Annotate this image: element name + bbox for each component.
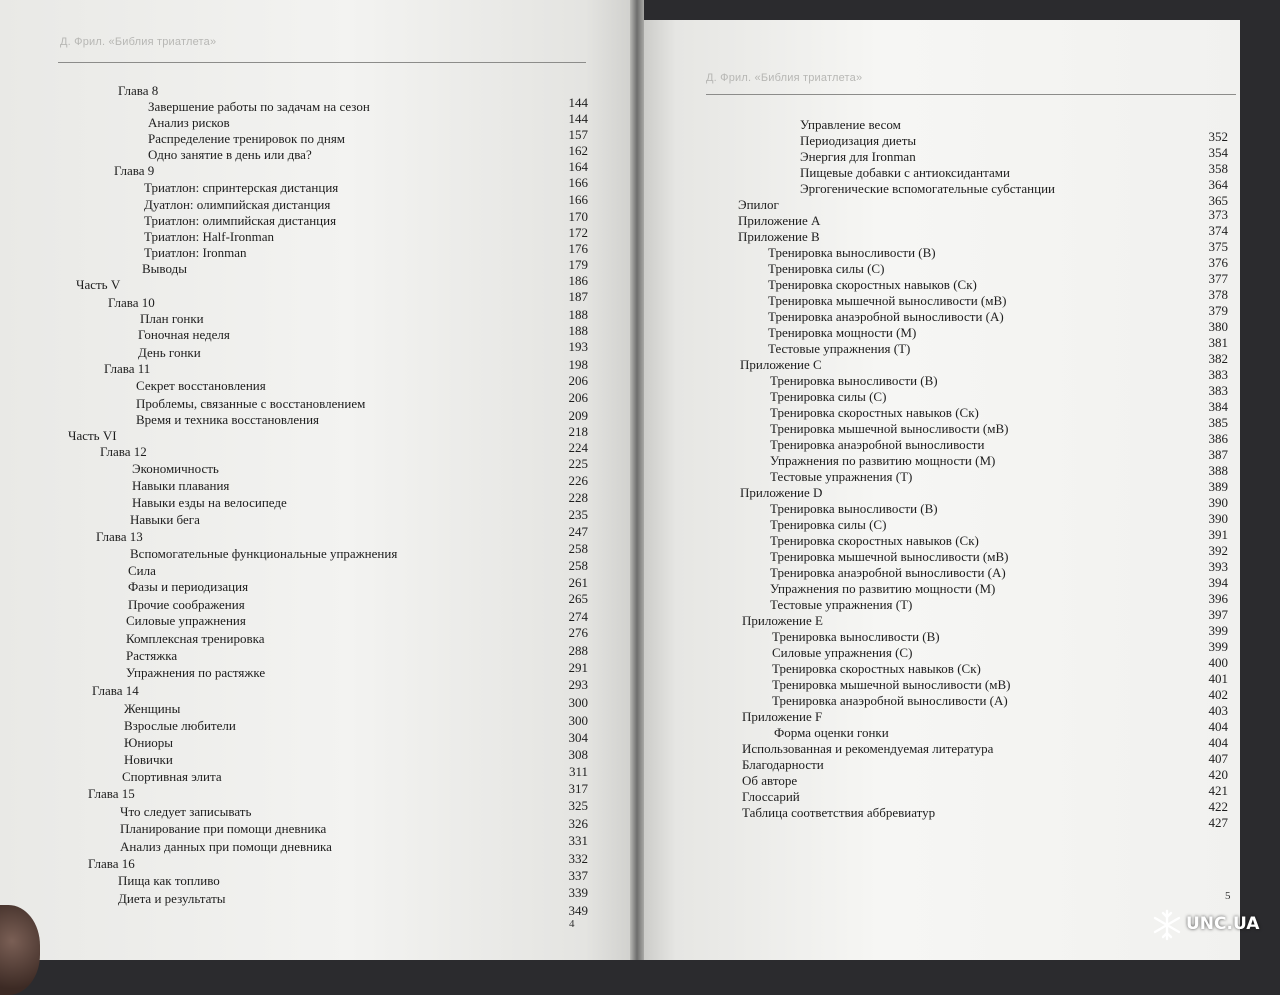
toc-entry-title: Тренировка мощности (М) <box>768 325 917 340</box>
toc-entry-page: 385 <box>1208 415 1228 430</box>
toc-entry-title: Выводы <box>142 261 187 276</box>
toc-entry-title: Распределение тренировок по дням <box>148 131 346 146</box>
toc-entry-title: Упражнения по растяжке <box>126 665 266 680</box>
toc-entry-title: Часть VI <box>68 428 117 443</box>
toc-entry-page: 293 <box>568 677 588 692</box>
toc-entry-page: 176 <box>568 241 588 256</box>
toc-entry-page: 206 <box>568 373 588 388</box>
toc-entry-page: 144 <box>568 95 588 110</box>
toc-entry-title: Тренировка скоростных навыков (Ск) <box>768 277 977 292</box>
toc-entry-title: Тренировка анаэробной выносливости (А) <box>772 693 1008 708</box>
toc-entry-page: 317 <box>568 781 588 796</box>
toc-entry-title: Упражнения по развитию мощности (М) <box>770 453 996 468</box>
toc-entry-page: 392 <box>1208 543 1228 558</box>
toc-entry-page: 399 <box>1208 623 1228 638</box>
watermark-text: UNC.UA <box>1186 914 1260 934</box>
toc-entry-title: Приложение D <box>740 485 823 500</box>
toc-entry-title: Триатлон: Half-Ironman <box>144 229 274 244</box>
toc-entry-page: 349 <box>568 903 588 918</box>
toc-entry-page: 375 <box>1208 239 1228 254</box>
toc-entry-title: Эргогенические вспомогательные субстанции <box>800 181 1055 196</box>
toc-entry-title: Глава 14 <box>92 683 139 698</box>
toc-entry-page: 399 <box>1208 639 1228 654</box>
toc-entry-title: Тренировка мышечной выносливости (мВ) <box>772 677 1011 692</box>
toc-entry-page: 265 <box>568 591 588 606</box>
toc-entry-title: Что следует записывать <box>120 804 252 819</box>
toc-entry-title: Тестовые упражнения (Т) <box>770 469 913 484</box>
toc-entry-page: 188 <box>568 323 588 338</box>
toc-entry-page: 235 <box>568 507 588 522</box>
toc-entry-page: 170 <box>568 209 588 224</box>
toc-entry-page: 391 <box>1208 527 1228 542</box>
toc-entry-page: 402 <box>1208 687 1228 702</box>
toc-entry-title: Глава 15 <box>88 786 135 801</box>
toc-entry-page: 188 <box>568 307 588 322</box>
toc-entry-page: 326 <box>568 816 588 831</box>
toc-entry-page: 404 <box>1208 735 1228 750</box>
toc-entry-page: 166 <box>568 175 588 190</box>
toc-entry-page: 187 <box>568 289 588 304</box>
toc-entry-page: 224 <box>568 440 588 455</box>
toc-entry-title: Упражнения по развитию мощности (М) <box>770 581 996 596</box>
toc-entry-page: 276 <box>568 625 588 640</box>
toc-entry-page: 144 <box>568 111 588 126</box>
page-number: 5 <box>1225 890 1231 902</box>
toc-entry-title: Глава 13 <box>96 529 143 544</box>
toc-entry-page: 373 <box>1208 207 1228 222</box>
toc-entry-page: 374 <box>1208 223 1228 238</box>
toc-entry-title: Завершение работы по задачам на сезон <box>148 99 370 114</box>
toc-entry-page: 311 <box>568 764 588 779</box>
toc-entry-page: 274 <box>568 609 588 624</box>
toc-entry-page: 365 <box>1208 193 1228 208</box>
toc-entry-page: 193 <box>568 339 588 354</box>
toc-entry-page: 258 <box>568 541 588 556</box>
toc-entry-page: 206 <box>568 390 588 405</box>
toc-entry-title: Управление весом <box>800 117 901 132</box>
toc-entry-title: Приложение B <box>738 229 820 244</box>
toc-entry-title: Эпилог <box>738 197 779 212</box>
toc-entry-title: Фазы и периодизация <box>128 579 249 594</box>
toc-entry-page: 218 <box>568 424 588 439</box>
toc-entry-title: Навыки езды на велосипеде <box>132 495 287 510</box>
toc-entry-title: Тренировка анаэробной выносливости (А) <box>770 565 1006 580</box>
toc-entry-title: Тренировка выносливости (В) <box>770 501 938 516</box>
toc-entry-title: Использованная и рекомендуемая литература <box>742 741 994 756</box>
book-spine-gutter <box>630 0 644 960</box>
toc-entry-title: Пища как топливо <box>118 873 220 888</box>
toc-entry-title: Тренировка скоростных навыков (Ск) <box>770 533 979 548</box>
toc-entry-page: 337 <box>568 868 588 883</box>
toc-entry-title: Юниоры <box>124 735 174 750</box>
toc-entry-page: 387 <box>1208 447 1228 462</box>
toc-entry-title: Триатлон: олимпийская дистанция <box>144 213 337 228</box>
toc-entry-title: Экономичность <box>132 461 219 476</box>
toc-entry-title: Тестовые упражнения (Т) <box>770 597 913 612</box>
running-head: Д. Фрил. «Библия триатлета» <box>706 72 863 84</box>
toc-entry-title: Таблица соответствия аббревиатур <box>742 805 936 820</box>
toc-entry-page: 422 <box>1208 799 1228 814</box>
toc-entry-page: 381 <box>1208 335 1228 350</box>
toc-entry-page: 421 <box>1208 783 1228 798</box>
toc-entry-title: Гоночная неделя <box>138 327 230 342</box>
toc-entry-page: 300 <box>568 713 588 728</box>
toc-entry-page: 380 <box>1208 319 1228 334</box>
toc-entry-page: 186 <box>568 273 588 288</box>
toc-entry-page: 258 <box>568 558 588 573</box>
toc-entry-title: Силовые упражнения (С) <box>772 645 913 660</box>
toc-entry-page: 157 <box>568 127 588 142</box>
toc-entry-title: Триатлон: Ironman <box>144 245 247 260</box>
toc-entry-title: Тренировка анаэробной выносливости (А) <box>768 309 1004 324</box>
running-head: Д. Фрил. «Библия триатлета» <box>60 36 217 48</box>
page-number: 4 <box>569 918 575 930</box>
toc-entry-title: Глава 12 <box>100 444 147 459</box>
toc-entry-title: Глава 10 <box>108 295 155 310</box>
toc-entry-title: Тренировка скоростных навыков (Ск) <box>770 405 979 420</box>
toc-entry-page: 358 <box>1208 161 1228 176</box>
toc-entry-page: 376 <box>1208 255 1228 270</box>
toc-entry-page: 420 <box>1208 767 1228 782</box>
toc-entry-page: 179 <box>568 257 588 272</box>
toc-entry-title: Вспомогательные функциональные упражнения <box>130 546 398 561</box>
toc-entry-page: 332 <box>568 851 588 866</box>
toc-entry-page: 304 <box>568 730 588 745</box>
toc-entry-page: 166 <box>568 192 588 207</box>
toc-entry-page: 291 <box>568 660 588 675</box>
toc-entry-page: 209 <box>568 408 588 423</box>
toc-entry-title: Приложение A <box>738 213 821 228</box>
toc-entry-page: 288 <box>568 643 588 658</box>
toc-entry-title: Часть V <box>76 277 121 292</box>
toc-entry-title: Периодизация диеты <box>800 133 917 148</box>
toc-entry-page: 384 <box>1208 399 1228 414</box>
toc-entry-title: Тренировка силы (С) <box>768 261 885 276</box>
toc-entry-title: Тренировка мышечной выносливости (мВ) <box>768 293 1007 308</box>
toc-entry-page: 325 <box>568 798 588 813</box>
toc-entry-title: Глава 11 <box>104 361 151 376</box>
toc-entry-title: Приложение F <box>742 709 823 724</box>
toc-entry-page: 386 <box>1208 431 1228 446</box>
toc-entry-title: Тренировка выносливости (В) <box>768 245 936 260</box>
toc-entry-title: План гонки <box>140 311 204 326</box>
toc-entry-page: 403 <box>1208 703 1228 718</box>
toc-entry-title: Тренировка выносливости (В) <box>770 373 938 388</box>
toc-entry-title: Растяжка <box>126 648 178 663</box>
toc-entry-title: Навыки плавания <box>132 478 230 493</box>
toc-entry-title: Проблемы, связанные с восстановлением <box>136 396 366 411</box>
toc-entry-page: 364 <box>1208 177 1228 192</box>
header-rule <box>58 62 586 63</box>
toc-entry-page: 427 <box>1208 815 1228 830</box>
toc-entry-page: 394 <box>1208 575 1228 590</box>
snowflake-icon <box>1150 908 1184 942</box>
toc-entry-title: Комплексная тренировка <box>126 631 265 646</box>
toc-entry-page: 308 <box>568 747 588 762</box>
toc-entry-page: 379 <box>1208 303 1228 318</box>
toc-entry-title: Тренировка выносливости (В) <box>772 629 940 644</box>
toc-entry-title: Тренировка мышечной выносливости (мВ) <box>770 549 1009 564</box>
toc-entry-title: Об авторе <box>742 773 798 788</box>
toc-entry-page: 397 <box>1208 607 1228 622</box>
toc-entry-page: 390 <box>1208 495 1228 510</box>
toc-entry-page: 388 <box>1208 463 1228 478</box>
toc-entry-page: 354 <box>1208 145 1228 160</box>
toc-entry-title: Глоссарий <box>742 789 800 804</box>
toc-entry-page: 225 <box>568 456 588 471</box>
toc-entry-title: Форма оценки гонки <box>774 725 889 740</box>
toc-entry-title: Навыки бега <box>130 512 200 527</box>
toc-entry-title: Новички <box>124 752 173 767</box>
toc-entry-title: День гонки <box>138 345 201 360</box>
toc-entry-page: 404 <box>1208 719 1228 734</box>
toc-entry-title: Дуатлон: олимпийская дистанция <box>144 197 331 212</box>
toc-entry-title: Тестовые упражнения (Т) <box>768 341 911 356</box>
toc-entry-title: Анализ рисков <box>148 115 230 130</box>
toc-entry-page: 401 <box>1208 671 1228 686</box>
toc-entry-page: 390 <box>1208 511 1228 526</box>
toc-entry-title: Приложение C <box>740 357 822 372</box>
toc-entry-title: Тренировка скоростных навыков (Ск) <box>772 661 981 676</box>
toc-entry-title: Приложение E <box>742 613 823 628</box>
toc-entry-title: Сила <box>128 563 156 578</box>
toc-entry-title: Благодарности <box>742 757 824 772</box>
toc-entry-title: Прочие соображения <box>128 597 245 612</box>
toc-entry-title: Секрет восстановления <box>136 378 266 393</box>
toc-entry-title: Время и техника восстановления <box>136 412 320 427</box>
toc-entry-title: Триатлон: спринтерская дистанция <box>144 180 339 195</box>
toc-entry-page: 198 <box>568 357 588 372</box>
toc-entry-title: Глава 16 <box>88 856 135 871</box>
toc-entry-page: 382 <box>1208 351 1228 366</box>
toc-entry-page: 172 <box>568 225 588 240</box>
toc-entry-page: 247 <box>568 524 588 539</box>
toc-entry-title: Глава 9 <box>114 163 155 178</box>
toc-entry-title: Тренировка мышечной выносливости (мВ) <box>770 421 1009 436</box>
toc-entry-page: 261 <box>568 575 588 590</box>
toc-entry-title: Одно занятие в день или два? <box>148 147 312 162</box>
toc-entry-title: Пищевые добавки с антиоксидантами <box>800 165 1010 180</box>
toc-entry-title: Планирование при помощи дневника <box>120 821 327 836</box>
toc-entry-page: 377 <box>1208 271 1228 286</box>
toc-entry-title: Спортивная элита <box>122 769 222 784</box>
toc-entry-title: Глава 8 <box>118 83 159 98</box>
toc-entry-title: Женщины <box>124 701 181 716</box>
watermark <box>1146 906 1276 946</box>
toc-entry-page: 300 <box>568 695 588 710</box>
toc-entry-title: Тренировка силы (С) <box>770 389 887 404</box>
toc-entry-title: Энергия для Ironman <box>800 149 916 164</box>
toc-entry-title: Диета и результаты <box>118 891 226 906</box>
toc-entry-page: 226 <box>568 473 588 488</box>
toc-entry-title: Взрослые любители <box>124 718 236 733</box>
toc-entry-page: 400 <box>1208 655 1228 670</box>
toc-entry-page: 383 <box>1208 367 1228 382</box>
toc-entry-page: 407 <box>1208 751 1228 766</box>
toc-entry-page: 228 <box>568 490 588 505</box>
header-rule <box>706 94 1236 95</box>
toc-entry-page: 339 <box>568 885 588 900</box>
left-page <box>0 0 636 960</box>
toc-entry-title: Тренировка анаэробной выносливости <box>770 437 985 452</box>
toc-entry-title: Тренировка силы (С) <box>770 517 887 532</box>
toc-entry-page: 352 <box>1208 129 1228 144</box>
right-page <box>640 20 1240 960</box>
toc-entry-page: 393 <box>1208 559 1228 574</box>
toc-entry-page: 164 <box>568 159 588 174</box>
toc-entry-page: 383 <box>1208 383 1228 398</box>
toc-entry-page: 162 <box>568 143 588 158</box>
toc-entry-page: 378 <box>1208 287 1228 302</box>
toc-entry-title: Анализ данных при помощи дневника <box>120 839 332 854</box>
toc-entry-page: 389 <box>1208 479 1228 494</box>
toc-entry-title: Силовые упражнения <box>126 613 246 628</box>
toc-entry-page: 396 <box>1208 591 1228 606</box>
toc-entry-page: 331 <box>568 833 588 848</box>
